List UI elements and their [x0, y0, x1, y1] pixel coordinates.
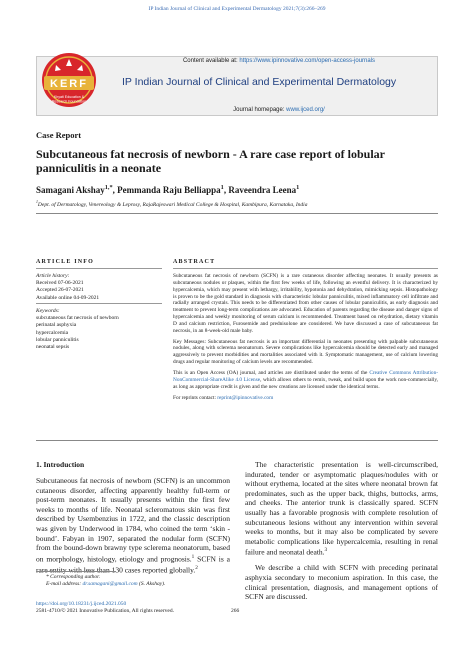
homepage-link[interactable]: www.ijced.org/ — [286, 107, 325, 113]
key-messages-paragraph: Key Messages: Subcutaneous fat necrosis is an important differential in neonates presenting with palpable subcutaneous nodules, along with sclerema neonatorum. Severe complications like hypercalcemia should be detected early and managed aggressively to prevent morbidities and mortalities associated with it. Symptomatic management, use of calcium lowering drugs and regular monitoring of calcium levels are recommended. — [173, 338, 438, 366]
introduction-right-column — [245, 460, 438, 608]
affiliation — [36, 200, 307, 208]
intro-right-paragraph-2: We describe a child with SCFN with preceding perinatal asphyxia secondary to meconium aspiration. In this case, the clinical presentation, diagnosis, and management options of SCFN are discussed. — [245, 563, 438, 602]
homepage-label: Journal homepage: — [233, 107, 287, 113]
keyword-item: hypercalcemia — [36, 329, 69, 336]
author-1: Samagani Akshay — [36, 185, 105, 195]
article-info-rule — [36, 268, 162, 269]
author-3: Raveendra Leena — [228, 185, 297, 195]
footnote-rule — [36, 571, 116, 572]
abstract-rule — [173, 268, 438, 269]
kerf-logo-graphic — [35, 46, 103, 118]
article-history — [36, 273, 162, 302]
license-pre: This is an Open Access (OA) journal, and articles are distributed under the terms of the — [173, 369, 370, 376]
online-date: Available online 04-09-2021 — [36, 294, 100, 301]
page-number: 266 — [231, 608, 240, 614]
doi-link[interactable]: https://doi.org/10.18231/j.ijced.2021.050 — [36, 601, 127, 607]
keyword-item: neonatal sepsis — [36, 344, 70, 351]
logo-sub2: Research Foundation — [51, 99, 87, 104]
citation-3: 3 — [324, 547, 328, 554]
reprints-email-link[interactable]: reprint@ipinnovative.com — [217, 394, 274, 401]
email-line — [46, 581, 165, 588]
keyword-item: lobular panniculitis — [36, 336, 79, 343]
abstract-paragraph: Subcutaneous fat necrosis of newborn (SCFN) is a rare cutaneous disorder affecting neonates. It usually presents as subcutaneous nodules or plaques, within the first few weeks of life, following an eventful delivery. It is characterized by hypercalcemia, which may present with lethargy, irritability, hypotonia and dehydration, mimicking sepsis. Histopathology is proven to be the gold standard in diagnosis with characteristic lobular panniculitis, mixed inflammatory cell infiltrate and radially arranged crystals. This needs to be differentiated from other causes of lobular panniculitis, as early diagnosis and treatment to prevent long-term complications are advocated. Education of parents regarding the disease and danger signs of hypercalcemia and weekly monitoring of serum calcium is recommended. Treatment based on rehydration, dietary vitamin D and calcium restriction, Furosemide and prednisolone are considered. We have discussed a case of subcutaneous fat necrosis, in an 8-week-old male baby. — [173, 273, 438, 334]
corresponding-author: * Corresponding author. — [46, 574, 101, 580]
abstract-heading: ABSTRACT — [173, 259, 216, 265]
journal-name: IP Indian Journal of Clinical and Experimental Dermatology — [122, 76, 397, 88]
license-post: , which allows others to remix, tweak, and build upon the work non-commercially, as long as appropriate credit is given and the new creations are licensed under the identical terms. — [173, 376, 438, 390]
introduction-heading: 1. Introduction — [36, 460, 85, 469]
article-title: Subcutaneous fat necrosis of newborn - A rare case report of lobular panniculitis in a neonate — [36, 147, 385, 175]
author-2: Pemmanda Raju Belliappa — [117, 185, 221, 195]
keywords-label: Keywords: — [36, 308, 60, 314]
article-type: Case Report — [36, 130, 82, 140]
keyword-item: perinatal asphyxia — [36, 322, 77, 329]
homepage-line — [125, 107, 433, 113]
author-3-sup: 1 — [296, 184, 300, 191]
license-paragraph — [173, 370, 438, 391]
introduction-left-column — [36, 476, 230, 575]
author-2-sup: 1 — [220, 184, 224, 191]
intro-left-text: Subcutaneous fat necrosis of newborn (SCFN) is an uncommon cutaneous disorder, affecting apparently healthy full-term or post-term neonates. It usually presents within the first few weeks to months of life. Neonatal scleromatous skin was first described by Usembenzius in 1722, and the classic description was given by Underwood in 1784, who coined the term ‘skin - bound’. Fabyan in 1907, separated the nodular form (SCFN) from the bound-down brawny type sclerema neonatorum, based on morphology, histology, etiology and prognosis. — [36, 476, 230, 564]
intro-left-text-2: SCFN is a rare entity with less than 130 cases reported globally. — [36, 554, 230, 575]
author-1-sup: 1,* — [104, 184, 113, 191]
email-after: (S. Akshay). — [137, 581, 166, 587]
history-label: Article history: — [36, 273, 70, 279]
intro-right-text-1: The characteristic presentation is well-circumscribed, indurated, tender or asymptomatic plaques/nodules with or without erythema, located at the sites where neonatal brown fat predominates, such as the upper back, thighs, buttocks, arms, and cheeks. The anterior trunk is classically spared. SCFN usually has a favorable prognosis with complete resolution of subcutaneous lesions without any intervention within several weeks to months, but it may also be complicated by severe metabolic complications like hypercalcemia, resulting in renal failure and neonatal death. — [245, 460, 438, 557]
abstract-body — [173, 273, 438, 405]
footnote — [46, 574, 165, 588]
content-available-line — [125, 58, 433, 64]
copyright: 2581-4710/© 2021 Innovative Publication, All rights reserved. — [36, 608, 174, 614]
article-info-heading: ARTICLE INFO — [36, 259, 95, 265]
logo-sub1: Khyati Education & — [53, 95, 85, 99]
kerf-logo — [35, 46, 103, 118]
reprints-line — [173, 395, 438, 402]
license-link[interactable]: Creative Commons Attribution-NonCommercial-ShareAlike 4.0 License — [173, 369, 438, 383]
content-url-link[interactable]: https://www.ipinnovative.com/open-access-journals — [239, 58, 376, 64]
email-link[interactable]: dr.samagani@gmail.com — [82, 581, 138, 587]
content-available-label: Content available at: — [182, 58, 240, 64]
citation-2: 2 — [195, 564, 198, 571]
running-head: IP Indian Journal of Clinical and Experimental Dermatology 2021;7(3):266–269 — [148, 6, 326, 12]
keyword-item: subcutaneous fat necrosis of newborn — [36, 315, 119, 322]
email-label: E-mail address: — [46, 581, 83, 587]
author-list: Samagani Akshay$^{1,*}$, Pemmanda Raju Belliappa$^1$, Raveendra Leena$^1$ — [36, 184, 300, 195]
header-divider — [36, 213, 438, 214]
keywords-block — [36, 308, 162, 351]
history-rule — [36, 303, 162, 304]
affiliation-sup: 1 — [36, 200, 38, 204]
citation-1: 1 — [191, 553, 195, 560]
reprints-label: For reprints contact: — [173, 394, 218, 401]
intro-right-paragraph-1 — [245, 460, 438, 557]
accepted-date: Accepted 26-07-2021 — [36, 287, 84, 294]
abstract-bottom-divider — [36, 440, 438, 441]
affiliation-text: Dept. of Dermatology, Venereology & Leprosy, RajaRajeswari Medical College & Hospital, Kambipura, Karnataka, India — [37, 201, 308, 208]
logo-text: KERF — [50, 78, 88, 90]
received-date: Received 07-06-2021 — [36, 280, 84, 287]
